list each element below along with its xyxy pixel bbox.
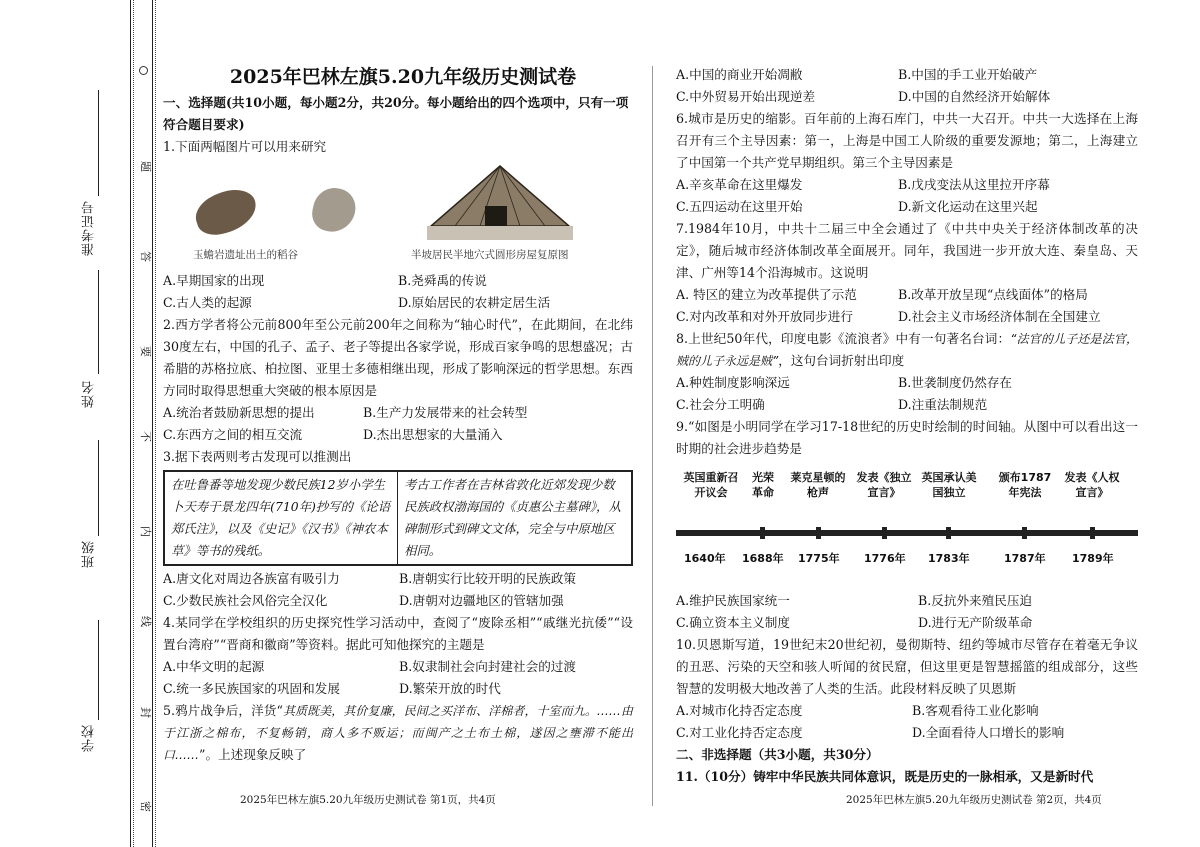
option-c[interactable]: C.对工业化持否定态度 <box>676 725 803 740</box>
exam-number-label: 准考证号 <box>82 200 97 256</box>
option-d[interactable]: D.社会主义市场经济体制在全国建立 <box>898 309 1101 324</box>
answer-options <box>676 284 1138 328</box>
option-b[interactable]: B.中国的手工业开始破产 <box>898 67 1038 82</box>
question-stem: 1.下面两幅图片可以用来研究 <box>163 139 327 154</box>
exam-number-blank[interactable] <box>98 90 99 196</box>
option-b[interactable]: B.奴隶制社会向封建社会的过渡 <box>399 659 576 674</box>
option-d[interactable]: D.注重法制规范 <box>898 397 988 412</box>
page-footer: 2025年巴林左旗5.20九年级历史测试卷 第1页，共4页 <box>240 794 496 806</box>
class-label: 班级 <box>82 540 97 568</box>
class-blank[interactable] <box>98 440 99 536</box>
answer-options <box>676 590 1138 634</box>
timeline-year: 1688年 <box>742 552 784 565</box>
answer-options <box>676 174 1138 218</box>
option-d[interactable]: D.进行无产阶级革命 <box>918 615 1033 630</box>
quoted-material: 其质既美，其价复廉，民间之买洋布、洋棉者，十室而九。……由于江浙之棉布，不复畅销，商人多不贩运；而闽产之土布土棉，遂因之壅滞不能出口…… <box>163 704 633 762</box>
stem-text: 8.上世纪50年代，印度电影《流浪者》中有一句著名台词： <box>676 331 1011 346</box>
question-stem: 7.1984年10月，中共十二届三中全会通过了《中共中央关于经济体制改革的决定》，随后城市经济体制改革全面展开。同年，我国进一步开放大连、秦皇岛、天津、广州等14个沿海城市。这说明 <box>676 221 1138 280</box>
option-a[interactable]: A.种姓制度影响深远 <box>676 375 790 390</box>
option-a[interactable]: A.早期国家的出现 <box>163 273 265 288</box>
page-title: 2025年巴林左旗5.20九年级历史测试卷 <box>229 66 577 88</box>
question-stem: 6.城市是历史的缩影。百年前的上海石库门，中共一大召开。中共一大选择在上海召开有三个主导因素：第一，上海是中国工人阶级的重要发源地；第二，上海建立了中国第一个共产党早期组织。第三个主导因素是 <box>676 111 1138 170</box>
option-c[interactable]: C.确立资本主义制度 <box>676 615 790 630</box>
question-stem <box>163 700 633 766</box>
timeline-event: 光荣革命 <box>752 471 774 499</box>
seal-char: 不 <box>140 429 152 443</box>
option-a[interactable]: A.对城市化持否定态度 <box>676 703 803 718</box>
timeline-event: 英国重新召开议会 <box>683 471 739 499</box>
timeline-tick <box>946 527 951 539</box>
table-cell: 考古工作者在吉林省敦化近郊发现少数民族政权渤海国的《贞惠公主墓碑》，从碑制形式到碑文文体，完全与中原地区相同。 <box>404 477 621 558</box>
question-stem: 2.西方学者将公元前800年至公元前200年之间称为“轴心时代”，在此期间，在北纬30度左右，中国的孔子、孟子、老子等提出各家学说，形成百家争鸣的思想盛况；古希腊的苏格拉底、柏拉图、亚里士多德相继出现，形成了影响深远的哲学思想。东西方同时取得思想重大突破的根本原因是 <box>163 317 633 398</box>
timeline-axis <box>676 530 1138 536</box>
seal-char: 内 <box>140 524 152 538</box>
option-d[interactable]: D.全面看待人口增长的影响 <box>912 725 1065 740</box>
binding-dotted-line <box>155 0 156 847</box>
question-stem: 11.（10分）铸牢中华民族共同体意识，既是历史的一脉相承，又是新时代 <box>676 769 1094 784</box>
option-b[interactable]: B.戊戌变法从这里拉开序幕 <box>898 177 1050 192</box>
option-d[interactable]: D.新文化运动在这里兴起 <box>898 199 1038 214</box>
timeline-event: 发表《独立宣言》 <box>856 471 912 499</box>
seal-char: 题 <box>140 159 152 173</box>
seal-char: 封 <box>140 705 152 719</box>
timeline-year: 1640年 <box>684 552 726 565</box>
stem-text: ”。上述现象反映了 <box>199 747 307 762</box>
seal-char: 要 <box>140 344 152 358</box>
table-cell: 在吐鲁番等地发现少数民族12岁小学生卜天寿于景龙四年(710年)抄写的《论语郑氏注》，以及《史记》《汉书》《神农本草》等书的残纸。 <box>165 472 398 564</box>
rice-grain-image <box>190 183 261 240</box>
option-b[interactable]: B.客观看待工业化影响 <box>912 703 1039 718</box>
option-d[interactable]: D.杰出思想家的大量涌入 <box>363 427 503 442</box>
option-b[interactable]: B.世袭制度仍然存在 <box>898 375 1013 390</box>
option-d[interactable]: D.繁荣开放的时代 <box>399 681 501 696</box>
school-blank[interactable] <box>98 620 99 720</box>
answer-options <box>676 372 1138 416</box>
hut-image <box>425 162 575 246</box>
option-a[interactable]: A.中国的商业开始凋敝 <box>676 67 803 82</box>
option-b[interactable]: B.反抗外来殖民压迫 <box>918 593 1033 608</box>
option-d[interactable]: D.原始居民的农耕定居生活 <box>398 295 551 310</box>
option-a[interactable]: A.唐文化对周边各族富有吸引力 <box>163 571 340 586</box>
column-divider <box>652 66 653 806</box>
option-c[interactable]: C.中外贸易开始出现逆差 <box>676 89 816 104</box>
answer-options <box>676 64 1138 108</box>
option-c[interactable]: C.少数民族社会风俗完全汉化 <box>163 593 328 608</box>
image-caption: 玉蟾岩遗址出土的稻谷 <box>193 249 298 261</box>
timeline-event: 莱克星顿的枪声 <box>790 471 846 499</box>
binding-dotted-line <box>133 0 134 847</box>
option-b[interactable]: B.唐朝实行比较开明的民族政策 <box>399 571 576 586</box>
option-a[interactable]: A.中华文明的起源 <box>163 659 265 674</box>
timeline-event: 英国承认美国独立 <box>921 471 977 499</box>
option-b[interactable]: B.生产力发展带来的社会转型 <box>363 405 528 420</box>
question-stem <box>676 328 1138 372</box>
binding-line <box>130 0 131 847</box>
option-c[interactable]: C.社会分工明确 <box>676 397 765 412</box>
binding-hole <box>139 66 148 75</box>
timeline-year: 1775年 <box>798 552 840 565</box>
page-footer: 2025年巴林左旗5.20九年级历史测试卷 第2页，共4页 <box>846 794 1102 806</box>
option-c[interactable]: C.统一多民族国家的巩固和发展 <box>163 681 340 696</box>
answer-options <box>163 402 633 446</box>
question-stem: 9.“如图是小明同学在学习17-18世纪的历史时绘制的时间轴。从图中可以看出这一时期的社会进步趋势是 <box>676 419 1138 456</box>
timeline-tick <box>882 527 887 539</box>
option-a[interactable]: A.统治者鼓励新思想的提出 <box>163 405 315 420</box>
option-c[interactable]: C.五四运动在这里开始 <box>676 199 803 214</box>
option-c[interactable]: C.对内改革和对外开放同步进行 <box>676 309 853 324</box>
timeline-event: 颁布1787年宪法 <box>998 471 1052 499</box>
option-d[interactable]: D.中国的自然经济开始解体 <box>898 89 1051 104</box>
option-b[interactable]: B.尧舜禹的传说 <box>398 273 487 288</box>
rice-grain-image <box>309 184 359 236</box>
option-a[interactable]: A.辛亥革命在这里爆发 <box>676 177 803 192</box>
binding-strip <box>0 0 155 847</box>
option-b[interactable]: B.改革开放呈现“点线面体”的格局 <box>898 287 1088 302</box>
question-stem: 3.据下表两则考古发现可以推测出 <box>163 449 352 464</box>
timeline-year: 1783年 <box>928 552 970 565</box>
option-d[interactable]: D.唐朝对边疆地区的管辖加强 <box>399 593 564 608</box>
school-label: 学校 <box>82 724 97 752</box>
binding-line <box>152 0 153 847</box>
timeline-year: 1787年 <box>1004 552 1046 565</box>
stem-text: ，这句台词折射出印度 <box>778 353 905 368</box>
option-a[interactable]: A. 特区的建立为改革提供了示范 <box>676 287 857 302</box>
timeline-year: 1789年 <box>1072 552 1114 565</box>
stem-text: 5.鸦片战争后，洋货“ <box>163 703 283 718</box>
timeline-tick <box>1090 527 1095 539</box>
archaeology-table <box>163 470 633 566</box>
seal-char: 答 <box>140 249 152 263</box>
timeline-tick <box>816 527 821 539</box>
question-stem: 4.某同学在学校组织的历史探究性学习活动中，查阅了“废除丞相”“戚继光抗倭”“设置台湾府”“晋商和徽商”等资料。据此可知他探究的主题是 <box>163 615 633 652</box>
option-c[interactable]: C.古人类的起源 <box>163 295 252 310</box>
option-a[interactable]: A.维护民族国家统一 <box>676 593 790 608</box>
timeline-tick <box>1022 527 1027 539</box>
timeline-event: 发表《人权宣言》 <box>1064 471 1120 499</box>
section-heading: 二、非选择题（共3小题，共30分） <box>676 747 879 762</box>
timeline-tick <box>760 527 765 539</box>
answer-options <box>163 270 633 314</box>
option-c[interactable]: C.东西方之间的相互交流 <box>163 427 303 442</box>
page-1-column <box>163 62 633 766</box>
history-timeline <box>676 466 1138 586</box>
answer-options <box>163 656 633 700</box>
answer-options <box>676 700 1138 744</box>
image-caption: 半坡居民半地穴式圆形房屋复原图 <box>411 249 569 261</box>
timeline-year: 1776年 <box>864 552 906 565</box>
section-heading: 一、选择题(共10小题，每小题2分，共20分。每小题给出的四个选项中，只有一项符合题目要求) <box>163 95 629 132</box>
quoted-material: “法官的儿子还是法官，贼的儿子永远是贼” <box>676 332 1139 368</box>
name-label: 姓名 <box>82 380 97 408</box>
name-blank[interactable] <box>98 270 99 374</box>
seal-char: 线 <box>140 614 152 628</box>
question-1-images <box>163 158 633 270</box>
question-stem: 10.贝恩斯写道，19世纪末20世纪初，曼彻斯特、纽约等城市尽管存在着毫无争议的丑恶、污染的天空和骇人听闻的贫民窟，但这里更是智慧摇篮的组成部分，这些智慧的发明极大地改善了人类的生活。此段材料反映了贝恩斯 <box>676 637 1138 696</box>
page-2-column <box>676 64 1138 788</box>
answer-options <box>163 568 633 612</box>
seal-char: 密 <box>140 799 152 813</box>
